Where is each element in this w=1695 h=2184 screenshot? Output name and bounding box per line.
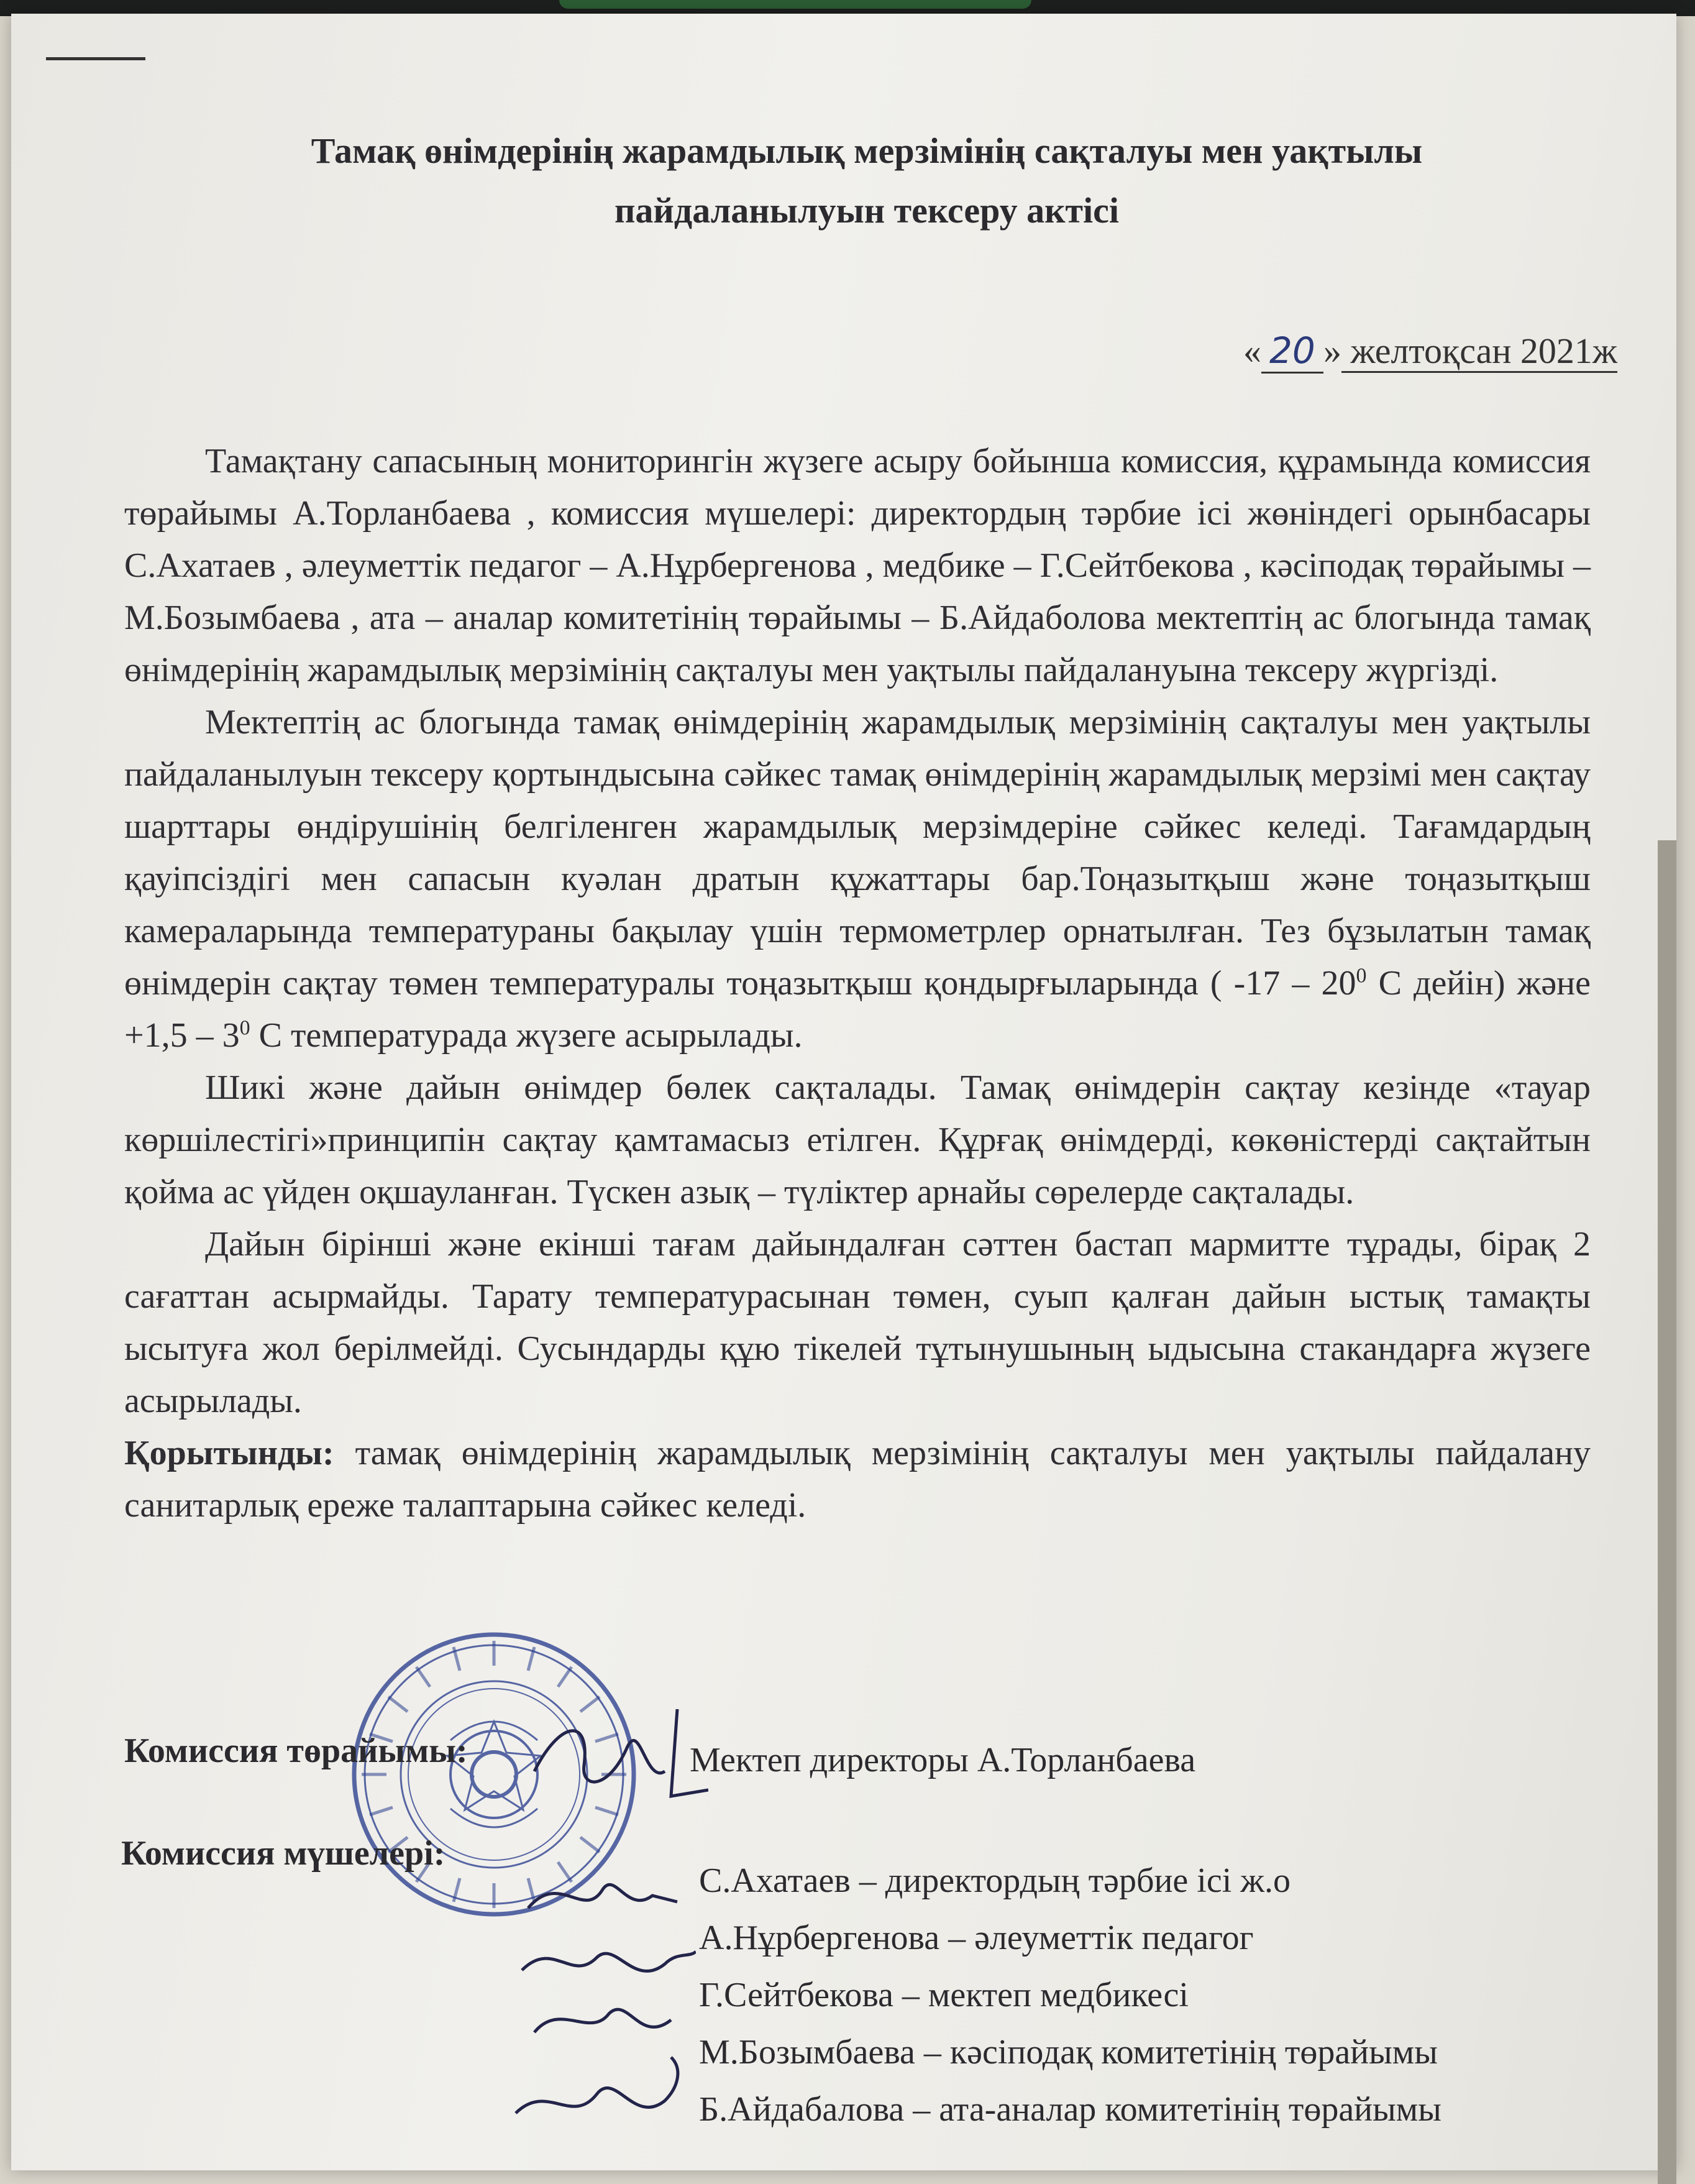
member-2: А.Нұрбергенова – әлеуметтік педагог bbox=[699, 1919, 1254, 1957]
degree-sup-2: 0 bbox=[239, 1016, 250, 1040]
paragraph-conclusion bbox=[124, 1427, 1591, 1531]
chair-name: Мектеп директоры А.Торланбаева bbox=[690, 1741, 1196, 1779]
member-3: Г.Сейтбекова – мектеп медбикесі bbox=[699, 1976, 1189, 2014]
p2-text-c: С температурада жүзеге асырылады. bbox=[250, 1016, 803, 1055]
folder-edge bbox=[559, 0, 1031, 9]
paper-edge-shadow bbox=[1658, 840, 1676, 2184]
title-line-1: Тамақ өнімдерінің жарамдылық мерзімінің сақталуы мен уақтылы bbox=[311, 131, 1423, 171]
date-day-handwritten: 20 bbox=[1261, 329, 1323, 374]
document-date bbox=[1243, 329, 1617, 374]
header-dash bbox=[46, 57, 145, 60]
members-label: Комиссия мүшелері: bbox=[121, 1834, 445, 1873]
conclusion-label: Қорытынды: bbox=[124, 1434, 334, 1472]
member-4: М.Бозымбаева – кәсіподақ комитетінің төрайымы bbox=[699, 2033, 1438, 2072]
date-close-quote: » bbox=[1323, 331, 1341, 371]
members-list bbox=[699, 1852, 1441, 2138]
p2-text-a: Мектептің ас блогында тамақ өнімдерінің жарамдылық мерзімінің сақталуы мен уақтылы пайдаланылуын тексеру қортындысына сәйкес тамақ өнімдерінің жарамдылық мерзімі мен сақтау шарттары өндірушінің белгіленген жарамдылық мерзімдеріне сәйкес келеді. Тағамдардың қауіпсіздігі мен сапасын куәлан дратын құжаттары бар.Тоңазытқыш және тоңазытқыш камераларында температураны бақылау үшін термометрлер орнатылған. Тез бұзылатын тамақ өнімдерін сақтау төмен температуралы тоңазытқыш қондырғыларында ( -17 – 20 bbox=[124, 703, 1591, 1003]
paragraph-storage: Шикі және дайын өнімдер бөлек сақталады. Тамақ өнімдерін сақтау кезінде «тауар көршілестігі»принципін сақтау қамтамасыз етілген. Құрғақ өнімдерді, көкөністерді сақтайтын қойма ас үйден оқшауланған. Түскен азық – түліктер арнайы сөрелерде сақталады. bbox=[124, 1068, 1591, 1211]
chair-signature bbox=[522, 1697, 708, 1809]
chair-label: Комиссия төрайымы: bbox=[124, 1732, 468, 1770]
member-5: Б.Айдабалова – ата-аналар комитетінің төрайымы bbox=[699, 2090, 1441, 2129]
member-1: С.Ахатаев – директордың тәрбие ісі ж.о bbox=[699, 1861, 1291, 1900]
document-title bbox=[149, 121, 1584, 241]
conclusion-text: тамақ өнімдерінің жарамдылық мерзімінің сақталуы мен уақтылы пайдалану санитарлық ереже талаптарына сәйкес келеді. bbox=[124, 1434, 1591, 1525]
title-line-2: пайдаланылуын тексеру актісі bbox=[614, 190, 1119, 231]
paragraph-commission: Тамақтану сапасының мониторингін жүзеге асыру бойынша комиссия, құрамында комиссия төрайымы А.Торланбаева , комиссия мүшелері: директордың тәрбие ісі жөніндегі орынбасары С.Ахатаев , әлеуметтік педагог – А.Нұрбергенова , медбике – Г.Сейтбекова , кәсіподақ төрайымы – М.Бозымбаева , ата – аналар комитетінің төрайымы – Б.Айдаболова мектептің ас блогында тамақ өнімдерінің жарамдылық мерзімінің сақталуы мен уақтылы пайдалануына тексеру жүргізді. bbox=[124, 442, 1591, 689]
document-body bbox=[124, 435, 1591, 1531]
members-signatures bbox=[509, 1865, 696, 2157]
date-month-year: желтоқсан 2021ж bbox=[1341, 331, 1617, 373]
p2-text-b: С дейін) және +1,5 – 3 bbox=[124, 964, 1591, 1055]
degree-sup-1: 0 bbox=[1356, 964, 1367, 988]
paragraph-inspection bbox=[124, 696, 1591, 1062]
paragraph-serving: Дайын бірінші және екінші тағам дайындалған сәттен бастап мармитте тұрады, бірақ 2 сағаттан асырмайды. Тарату температурасынан төмен, суып қалған дайын ыстық тамақты ысытуға жол берілмейді. Сусындарды құю тікелей тұтынушының ыдысына стакандарға жүзеге асырылады. bbox=[124, 1225, 1591, 1420]
date-open-quote: « bbox=[1243, 331, 1261, 371]
